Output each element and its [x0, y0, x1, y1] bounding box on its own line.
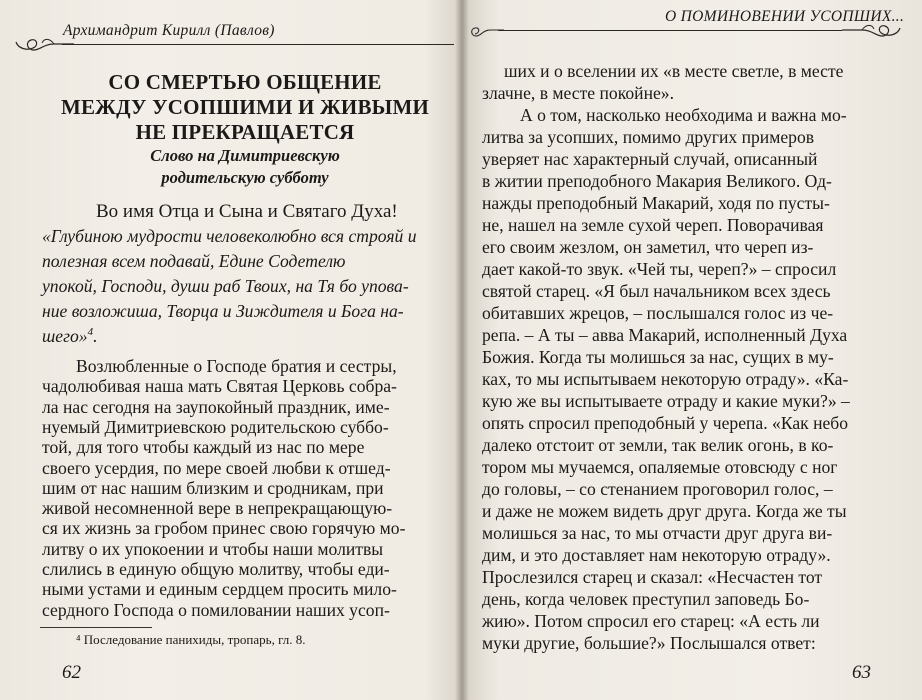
heading-line: СО СМЕРТЬЮ ОБЩЕНИЕ	[108, 70, 382, 94]
chapter-subheading	[60, 145, 430, 189]
heading-line: МЕЖДУ УСОПШИМИ И ЖИВЫМИ	[60, 95, 430, 119]
body-line: ках, то мы испытываем некоторую отраду». «Ка-	[482, 369, 849, 389]
body-line: живой несомненной вере в непрекращающую-	[42, 498, 393, 519]
body-line: Божия. Когда ты молишься за нас, сущих в му-	[482, 347, 834, 367]
left-page-number: 62	[62, 662, 81, 683]
chapter-heading	[60, 70, 430, 145]
body-line: его своим жезлом, он заметил, что череп из-	[482, 237, 814, 257]
body-line: чадолюбивая наша мать Святая Церковь собра-	[42, 376, 397, 397]
body-line: дает какой-то звук. «Чей ты, череп?» – спросил	[482, 259, 837, 279]
right-page-number: 63	[852, 662, 871, 683]
body-line: святой старец. «Я был начальником всех здесь	[482, 281, 831, 301]
body-line: и даже не можем видеть друг друга. Когда же ты	[482, 501, 847, 521]
body-line: дим, и это доставляет нам некоторую отраду».	[482, 545, 831, 565]
right-left-flourish-icon	[466, 22, 506, 46]
body-line: Прослезился старец и сказал: «Несчастен тот	[482, 567, 823, 587]
footnote: ⁴ Последование панихиды, тропарь, гл. 8.	[76, 632, 306, 647]
right-flourish-icon	[840, 18, 902, 48]
book-gutter	[455, 0, 469, 700]
body-line: нуемый Димитриевскою родительскою суббо-	[42, 416, 389, 437]
body-line: до головы, – со стенанием проговорил голос, –	[482, 479, 833, 499]
quote-line: упокой, Господи, души раб Твоих, на Тя бо упова-	[42, 276, 409, 296]
quote-text: шего»	[42, 326, 88, 346]
body-line: репа. – А ты – авва Макарий, исполненный Духа	[482, 325, 848, 345]
footnote-rule	[40, 627, 152, 628]
subheading-line: родительскую субботу	[161, 168, 329, 187]
body-line: тором мы мучаемся, опаляемые отовсюду с ног	[482, 457, 838, 477]
body-line: той, для того чтобы каждый из нас по мере	[42, 437, 365, 458]
body-line: сердного Господа о помиловании наших усоп-	[42, 599, 390, 620]
body-line: нажды преподобный Макарий, ходя по пусты-	[482, 193, 830, 213]
left-running-head: Архимандрит Кирилл (Павлов)	[63, 22, 275, 39]
invocation-line: Во имя Отца и Сына и Святаго Духа!	[96, 201, 398, 222]
right-header-rule	[498, 30, 842, 31]
body-line: далеко отстоит от земли, так велик огонь, в ко-	[482, 435, 834, 455]
quote-line	[42, 224, 418, 274]
body-line: опять спросил преподобный у черепа. «Как небо	[482, 413, 849, 433]
heading-line: НЕ ПРЕКРАЩАЕТСЯ	[135, 120, 355, 144]
left-flourish-icon	[14, 32, 76, 62]
body-line: А о том, насколько необходима и важна мо-	[520, 105, 847, 125]
right-running-head: О ПОМИНОВЕНИИ УСОПШИХ...	[665, 8, 905, 25]
body-line: муки другие, большие?» Послышался ответ:	[482, 633, 816, 653]
body-line: в житии преподобного Макария Великого. Од-	[482, 171, 832, 191]
body-line: литву о их упокоении и чтобы наши молитвы	[42, 538, 384, 559]
quote-line: ние возложиша, Творца и Зиждителя и Бога на-	[42, 301, 404, 321]
body-line: ся их жизнь за гробом принес свою горячую мо-	[42, 518, 406, 539]
body-line: шим от нас нашим близким и сродникам, при	[42, 477, 384, 498]
quote-text: «Глубиною мудрости человеколюбно вся строяй и полезная всем подавай, Едине Содетелю	[42, 226, 417, 271]
quote-line-last: шего»$^4$.	[42, 326, 98, 346]
body-line: молишься за нас, то мы отчасти друг друга ви-	[482, 523, 833, 543]
body-line: злачне, в месте покойне».	[482, 83, 674, 103]
body-line: литва за усопших, помимо других примеров	[482, 127, 815, 147]
body-line: обитавших жрецов, – послышался голос из че-	[482, 303, 834, 323]
body-line: кую же вы испытываете отраду и какие муки?» –	[482, 391, 850, 411]
subheading-line: Слово на Димитриевскую	[150, 146, 340, 165]
body-line: своего усердия, по мере своей любви к отшед-	[42, 457, 391, 478]
body-line: день, когда человек преступил заповедь Бо-	[482, 589, 810, 609]
body-line: ными устами и единым сердцем просить мило-	[42, 579, 397, 600]
body-line: жию». Потом спросил его старец: «А есть ли	[482, 611, 820, 631]
body-line: ших и о вселении их «в месте светле, в месте	[504, 61, 844, 81]
body-line: уверяет нас характерный случай, описанный	[482, 149, 818, 169]
footnote-marker: 4	[87, 326, 94, 339]
body-line: слились в единую общую молитву, чтобы еди-	[42, 559, 390, 580]
body-line: не, нашел на земле сухой череп. Поворачивая	[482, 215, 824, 235]
body-line: ла нас сегодня на заупокойный праздник, име-	[42, 396, 390, 417]
body-line: Возлюбленные о Господе братия и сестры,	[76, 356, 397, 376]
left-header-rule	[62, 44, 454, 45]
